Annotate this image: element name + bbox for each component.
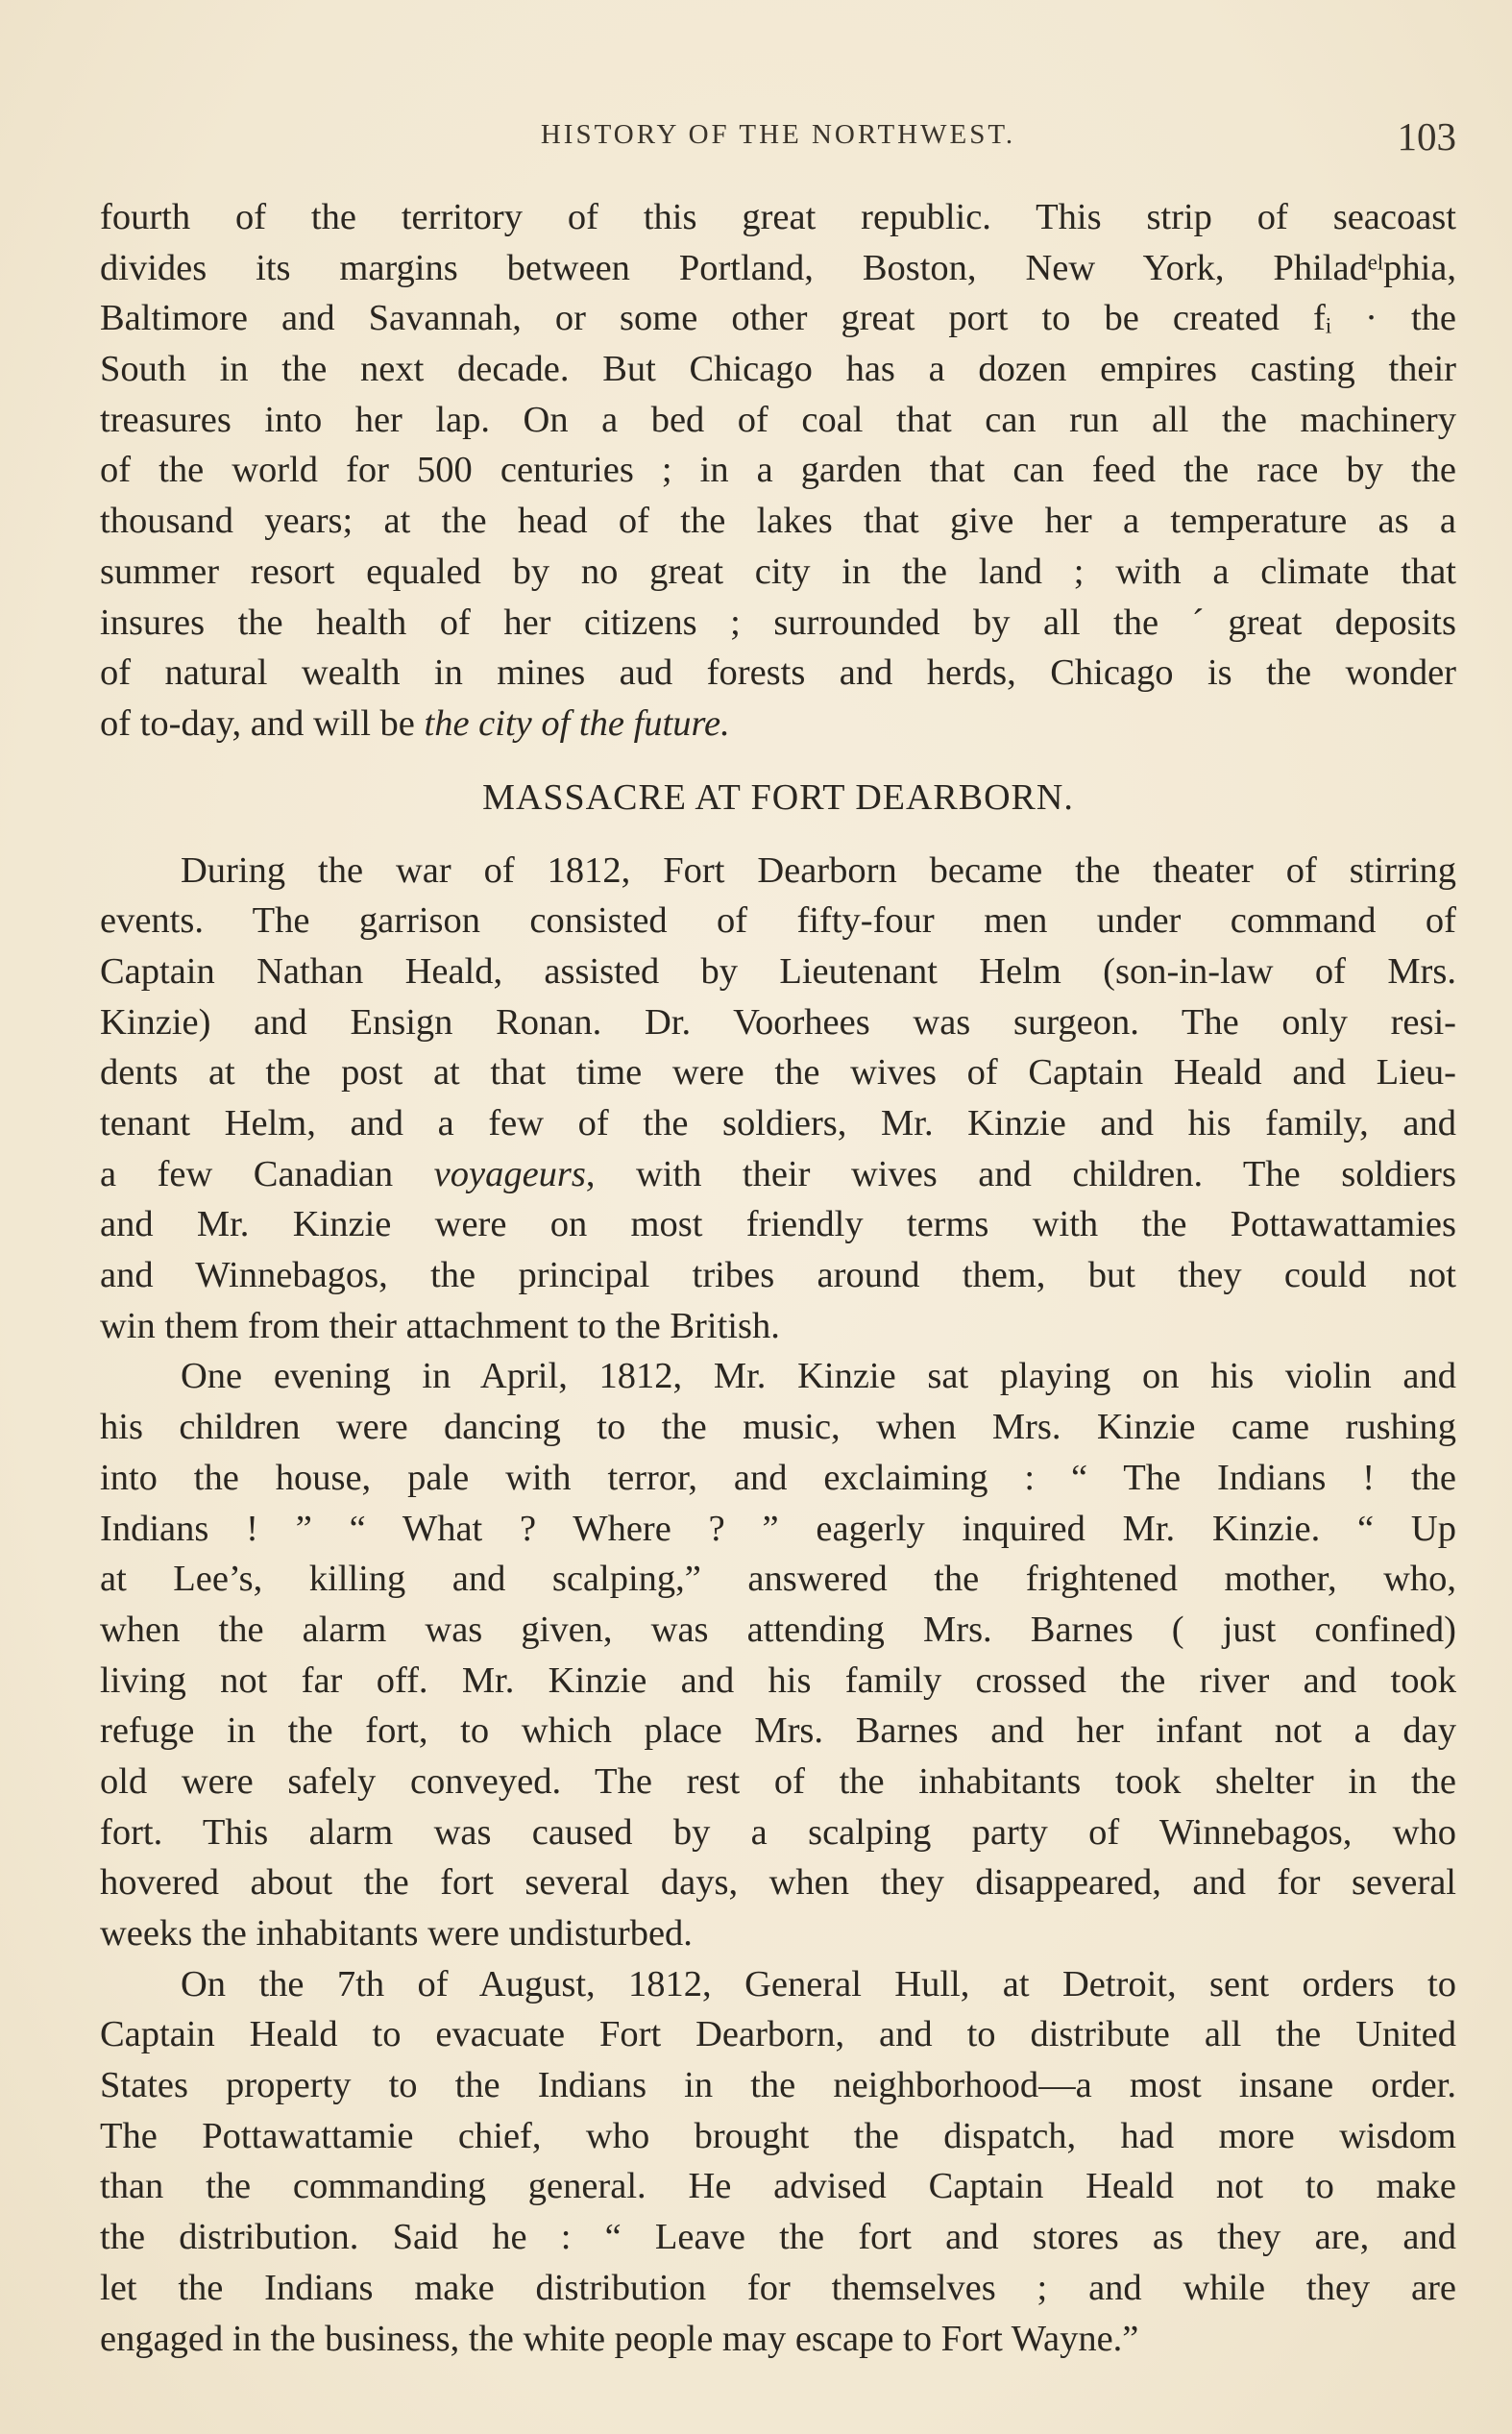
text-line: and Mr. Kinzie were on most friendly terms with the Pottawattamies [100, 1204, 1456, 1245]
text-line: the distribution. Said he : “ Leave the fort and stores as they are, and [100, 2217, 1456, 2258]
text-line: his children were dancing to the music, when Mrs. Kinzie came rushing [100, 1407, 1456, 1448]
text-line: tenant Helm, and a few of the soldiers, Mr. Kinzie and his family, and [100, 1103, 1456, 1143]
paragraph-april-alarm [100, 1351, 1456, 1958]
text-line: of the world for 500 centuries ; in a garden that can feed the race by the [100, 450, 1456, 491]
text-line [100, 699, 1456, 750]
text-line: States property to the Indians in the neighborhood—a most insane order. [100, 2065, 1456, 2106]
text-line: fourth of the territory of this great republic. This strip of seacoast [100, 197, 1456, 237]
text-line: win them from their attachment to the British. [100, 1305, 780, 1346]
text-line: old were safely conveyed. The rest of the inhabitants took shelter in the [100, 1760, 1456, 1802]
paragraph-hull-orders [100, 1959, 1456, 2365]
body-text [100, 192, 1456, 2364]
text-line: refuge in the fort, to which place Mrs. Barnes and her infant not a day [100, 1710, 1456, 1752]
text-line: Captain Heald to evacuate Fort Dearborn, and to distribute all the United [100, 2014, 1456, 2055]
section-heading: MASSACRE AT FORT DEARBORN. [482, 776, 1074, 818]
text-run: of to-day, and will be [100, 702, 425, 744]
text-line: Indians ! ” “ What ? Where ? ” eagerly inquired Mr. Kinzie. “ Up [100, 1508, 1456, 1549]
text-line: The Pottawattamie chief, who brought the dispatch, had more wisdom [100, 2115, 1456, 2156]
text-line: insures the health of her citizens ; surrounded by all the ˊgreat deposits [100, 602, 1456, 643]
text-line: hovered about the fort several days, when they disappeared, and for several [100, 1862, 1456, 1904]
text-line: engaged in the business, the white people may escape to Fort Wayne.” [100, 2318, 1139, 2359]
text-line: of natural wealth in mines aud forests and herds, Chicago is the wonder [100, 652, 1456, 694]
text-line: events. The garrison consisted of fifty-four men under command of [100, 900, 1456, 942]
text-line: Captain Nathan Heald, assisted by Lieutenant Helm (son-in-law of Mrs. [100, 950, 1456, 992]
text-line: than the commanding general. He advised Captain Heald not to make [100, 2166, 1456, 2207]
text-line [100, 1149, 1456, 1200]
emphasis-text: the city of the future. [424, 702, 730, 744]
running-head [100, 113, 1456, 161]
text-line: treasures into her lap. On a bed of coal that can run all the machinery [100, 399, 1456, 440]
paragraph-continuation [100, 192, 1456, 750]
text-line: living not far off. Mr. Kinzie and his family crossed the river and took [100, 1660, 1456, 1701]
paragraph-war-of-1812 [100, 846, 1456, 1352]
text-line: summer resort equaled by no great city in the land ; with a climate that [100, 551, 1456, 592]
text-line: dents at the post at that time were the wives of Captain Heald and Lieu- [100, 1052, 1456, 1094]
text-line: and Winnebagos, the principal tribes around them, but they could not [100, 1255, 1456, 1296]
text-line: Kinzie) and Ensign Ronan. Dr. Voorhees was surgeon. The only resi- [100, 1001, 1456, 1043]
text-line: let the Indians make distribution for themselves ; and while they are [100, 2267, 1456, 2308]
text-line: One evening in April, 1812, Mr. Kinzie sat playing on his violin and [181, 1356, 1456, 1397]
text-line: when the alarm was given, was attending Mrs. Barnes ( just confined) [100, 1609, 1456, 1650]
text-line: divides its margins between Portland, Boston, New York, Philadᵉˡphia, [100, 247, 1456, 288]
text-line: into the house, pale with terror, and exclaiming : “ The Indians ! the [100, 1457, 1456, 1498]
text-line: at Lee’s, killing and scalping,” answered the frightened mother, who, [100, 1559, 1456, 1600]
text-run: a few Canadian [100, 1153, 434, 1194]
text-run: , with their wives and children. The soldiers [585, 1153, 1456, 1194]
page-number: 103 [1397, 114, 1456, 159]
running-title: HISTORY OF THE NORTHWEST. [540, 119, 1016, 150]
emphasis-text: voyageurs [433, 1153, 586, 1194]
text-line: thousand years; at the head of the lakes that give her a temperature as a [100, 501, 1456, 542]
text-line: Baltimore and Savannah, or some other great port to be created fᵢ · the [100, 298, 1456, 339]
text-line: On the 7th of August, 1812, General Hull, at Detroit, sent orders to [181, 1963, 1456, 2004]
text-line: fort. This alarm was caused by a scalping party of Winnebagos, who [100, 1811, 1456, 1853]
text-line: weeks the inhabitants were undisturbed. [100, 1913, 693, 1954]
text-line: South in the next decade. But Chicago has a dozen empires casting their [100, 349, 1456, 390]
text-line: During the war of 1812, Fort Dearborn became the theater of stirring [181, 849, 1456, 891]
